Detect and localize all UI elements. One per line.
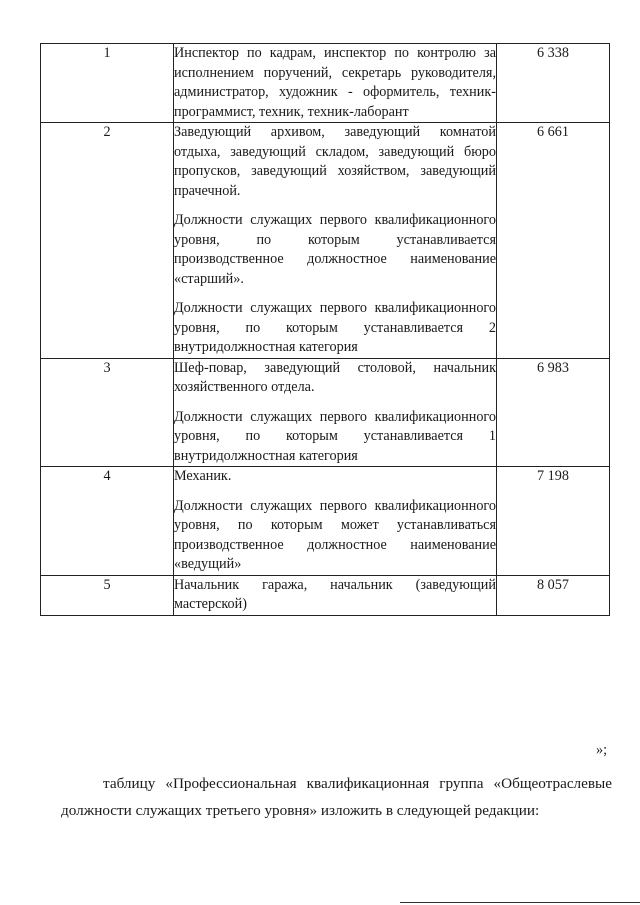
- position-description-cell: [174, 467, 497, 576]
- position-paragraph: Должности служащих первого квалификационного уровня, по которым устанавливается 1 внутридолжностная категория: [174, 408, 496, 464]
- table-row: [41, 44, 610, 123]
- position-description-cell: [174, 44, 497, 123]
- position-paragraph: Должности служащих первого квалификационного уровня, по которым устанавливается производственное должностное наименование «старший».: [174, 212, 496, 287]
- table-row: [41, 467, 610, 576]
- level-number-cell: 4: [41, 467, 174, 576]
- closing-quote-mark: »;: [596, 742, 608, 758]
- position-paragraph: Заведующий архивом, заведующий комнатой отдыха, заведующий складом, заведующий бюро пропусков, заведующий хозяйством, заведующий прачечной.: [174, 124, 496, 199]
- position-paragraph: Механик.: [174, 468, 232, 484]
- salary-cell: 7 198: [497, 467, 610, 576]
- position-paragraph: Должности служащих первого квалификационного уровня, по которым устанавливается 2 внутридолжностная категория: [174, 300, 496, 355]
- salary-cell: 6 338: [497, 44, 610, 123]
- table-row: [41, 123, 610, 359]
- position-paragraph: Начальник гаража, начальник (заведующий мастерской): [174, 576, 496, 612]
- position-description-cell: [174, 358, 497, 467]
- level-number-cell: 1: [41, 44, 174, 123]
- table-row: [41, 358, 610, 467]
- salary-cell: 8 057: [497, 575, 610, 615]
- level-number-cell: 5: [41, 575, 174, 615]
- qualification-table: [40, 43, 610, 616]
- position-paragraph: Должности служащих первого квалификационного уровня, по которым может устанавливаться производственное должностное наименование «ведущий»: [174, 497, 496, 572]
- table-row: [41, 575, 610, 615]
- position-paragraph: Инспектор по кадрам, инспектор по контролю за исполнением поручений, секретарь руководителя, администратор, художник - оформитель, техник-программист, техник, техник-лаборант: [174, 45, 496, 120]
- salary-cell: 6 983: [497, 358, 610, 467]
- position-description-cell: [174, 123, 497, 359]
- paragraph-line-1: таблицу «Профессиональная квалификационная группа «Общеотраслевые: [103, 775, 612, 792]
- salary-cell: 6 661: [497, 123, 610, 359]
- table-body: [41, 44, 610, 616]
- instruction-paragraph: [61, 770, 612, 824]
- level-number-cell: 3: [41, 358, 174, 467]
- level-number-cell: 2: [41, 123, 174, 359]
- bottom-rule: [400, 902, 640, 903]
- paragraph-line-2: должности служащих третьего уровня» изложить в следующей редакции:: [61, 802, 540, 819]
- position-paragraph: Шеф-повар, заведующий столовой, начальник хозяйственного отдела.: [174, 359, 496, 395]
- position-description-cell: [174, 575, 497, 615]
